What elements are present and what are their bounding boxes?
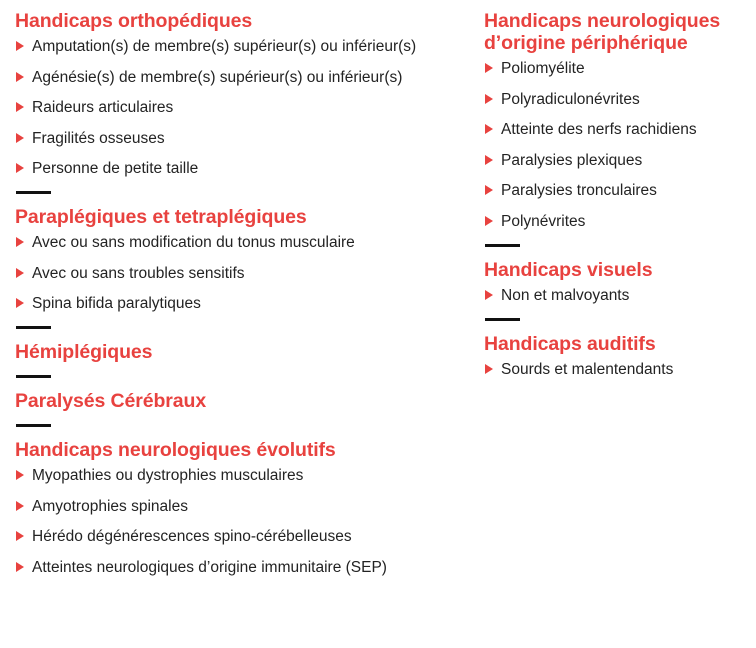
section-title: Handicaps neurologiques d’origine périphérique [484, 10, 721, 54]
section-orthopedic [15, 10, 470, 179]
item-text: Agénésie(s) de membre(s) supérieur(s) ou inférieur(s) [32, 68, 403, 86]
section-peripheral [484, 10, 756, 232]
divider [485, 318, 520, 321]
triangle-right-icon [16, 562, 24, 572]
item-text: Fragilités osseuses [32, 129, 165, 147]
list-item [484, 211, 756, 232]
item-text: Raideurs articulaires [32, 99, 174, 116]
triangle-right-icon [485, 63, 493, 73]
item-list [15, 465, 470, 578]
section-auditory [484, 333, 756, 380]
item-text: Polyradiculonévrites [501, 90, 640, 108]
item-text: Paralysies tronculaires [501, 182, 657, 199]
list-item [484, 119, 756, 140]
section-title: Hémiplégiques [15, 341, 153, 363]
divider [16, 424, 51, 427]
section-title: Paralysés Cérébraux [15, 390, 207, 412]
section-title: Handicaps orthopédiques [15, 10, 253, 32]
list-item [15, 36, 470, 57]
triangle-right-icon [16, 41, 24, 51]
item-text: Avec ou sans modification du tonus musculaire [32, 234, 355, 251]
list-item [15, 128, 470, 149]
list-item [484, 89, 756, 110]
item-text: Atteinte des nerfs rachidiens [501, 121, 697, 138]
list-item [15, 526, 470, 547]
triangle-right-icon [16, 163, 24, 173]
list-item [15, 97, 470, 118]
item-text: Myopathies ou dystrophies musculaires [32, 467, 304, 484]
item-list [484, 359, 756, 380]
item-text: Spina bifida paralytiques [32, 295, 201, 312]
item-list [484, 58, 756, 232]
left-column [15, 10, 470, 587]
item-list [15, 36, 470, 179]
list-item [484, 150, 756, 171]
list-item [484, 180, 756, 201]
list-item [484, 58, 756, 79]
triangle-right-icon [16, 298, 24, 308]
triangle-right-icon [16, 531, 24, 541]
triangle-right-icon [485, 185, 493, 195]
list-item [15, 158, 470, 179]
item-text: Polynévrites [501, 212, 586, 230]
section-title: Handicaps auditifs [484, 332, 656, 355]
item-text: Personne de petite taille [32, 160, 199, 177]
item-list [15, 232, 470, 314]
item-text: Hérédo dégénérescences spino-cérébelleuses [32, 528, 352, 545]
item-text: Amputation(s) de membre(s) supérieur(s) ou inférieur(s) [32, 38, 417, 55]
section-title: Handicaps visuels [484, 258, 653, 281]
item-text: Poliomyélite [501, 60, 585, 77]
list-item [15, 496, 470, 517]
triangle-right-icon [16, 102, 24, 112]
section-paraplegic [15, 206, 470, 314]
item-text: Atteintes neurologiques d’origine immunitaire (SEP) [32, 558, 387, 576]
list-item [484, 359, 756, 380]
list-item [15, 557, 470, 578]
triangle-right-icon [16, 133, 24, 143]
triangle-right-icon [485, 364, 493, 374]
section-visual [484, 259, 756, 306]
section-evolutive [15, 439, 470, 578]
divider [16, 191, 51, 194]
triangle-right-icon [485, 155, 493, 165]
list-item [15, 232, 470, 253]
list-item [15, 293, 470, 314]
section-cerebral [15, 390, 470, 412]
list-item [15, 465, 470, 486]
triangle-right-icon [16, 268, 24, 278]
item-text: Amyotrophies spinales [32, 497, 188, 515]
section-title: Paraplégiques et tetraplégiques [15, 206, 307, 228]
divider [16, 375, 51, 378]
divider [485, 244, 520, 247]
item-text: Paralysies plexiques [501, 151, 643, 169]
right-column [484, 10, 756, 389]
triangle-right-icon [16, 501, 24, 511]
triangle-right-icon [16, 237, 24, 247]
list-item [484, 285, 756, 306]
triangle-right-icon [485, 216, 493, 226]
divider [16, 326, 51, 329]
item-list [484, 285, 756, 306]
triangle-right-icon [485, 124, 493, 134]
triangle-right-icon [485, 94, 493, 104]
triangle-right-icon [16, 72, 24, 82]
list-item [15, 263, 470, 284]
list-item [15, 67, 470, 88]
item-text: Avec ou sans troubles sensitifs [32, 264, 245, 282]
section-title: Handicaps neurologiques évolutifs [15, 439, 336, 461]
triangle-right-icon [16, 470, 24, 480]
item-text: Sourds et malentendants [501, 360, 674, 378]
triangle-right-icon [485, 290, 493, 300]
section-hemiplegic [15, 341, 470, 363]
item-text: Non et malvoyants [501, 286, 630, 304]
